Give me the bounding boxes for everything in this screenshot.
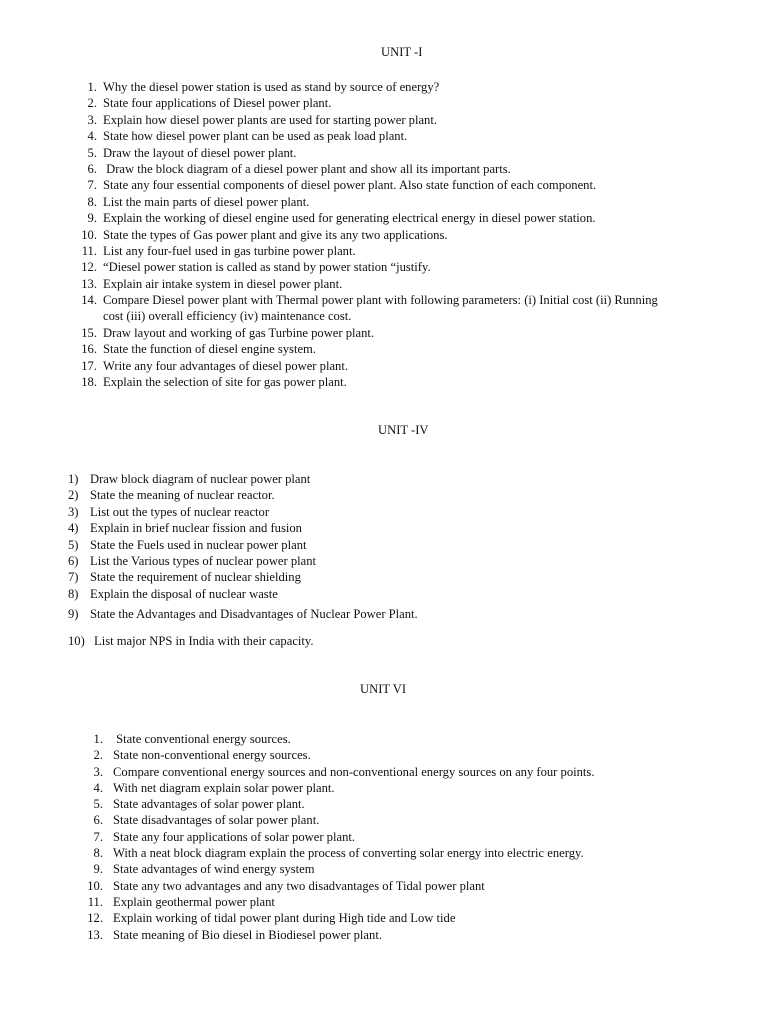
question-number: 5. xyxy=(93,797,103,812)
question-number: 2. xyxy=(87,96,97,111)
question-text: Explain working of tidal power plant during High tide and Low tide xyxy=(113,911,456,926)
question-number: 11. xyxy=(87,894,103,909)
question-text: State disadvantages of solar power plant. xyxy=(113,813,320,828)
question-text: List major NPS in India with their capacity. xyxy=(94,633,314,648)
question-text: State the Advantages and Disadvantages of Nuclear Power Plant. xyxy=(90,607,418,622)
question-number: 12. xyxy=(81,260,97,275)
question-text: State any four applications of solar power plant. xyxy=(113,829,356,844)
question-number: 12. xyxy=(87,911,103,926)
unit-1-heading: UNIT -I xyxy=(381,45,423,59)
question-text: State meaning of Bio diesel in Biodiesel power plant. xyxy=(113,927,382,942)
question-text: Explain the disposal of nuclear waste xyxy=(90,586,278,601)
question-number: 8) xyxy=(68,586,79,601)
question-number: 3. xyxy=(93,764,103,779)
question-number: 9. xyxy=(87,211,97,226)
question-number: 6. xyxy=(87,161,97,176)
question-number: 1. xyxy=(93,732,103,746)
question-number: 8. xyxy=(87,194,97,209)
question-text: List any four-fuel used in gas turbine power plant. xyxy=(103,243,356,258)
question-text: Explain the selection of site for gas power plant. xyxy=(103,375,347,390)
question-text: List the Various types of nuclear power plant xyxy=(90,553,317,568)
question-text: List out the types of nuclear reactor xyxy=(90,504,270,519)
question-text: Why the diesel power station is used as stand by source of energy? xyxy=(103,80,440,94)
unit-4-heading: UNIT -IV xyxy=(378,423,429,437)
question-number: 4. xyxy=(93,780,103,795)
question-text: State any four essential components of diesel power plant. Also state function of each component. xyxy=(103,178,597,193)
question-number: 7) xyxy=(68,570,79,585)
question-text: Compare conventional energy sources and non-conventional energy sources on any four points. xyxy=(113,764,595,779)
question-number: 9) xyxy=(68,607,79,622)
question-text: State advantages of wind energy system xyxy=(113,862,315,877)
question-text: With net diagram explain solar power plant. xyxy=(113,780,335,795)
question-number: 18. xyxy=(81,375,97,390)
question-text: State how diesel power plant can be used as peak load plant. xyxy=(103,129,408,144)
question-number: 8. xyxy=(93,846,103,861)
question-text: Draw the block diagram of a diesel power plant and show all its important parts. xyxy=(103,161,511,176)
question-text: State four applications of Diesel power plant. xyxy=(103,96,332,111)
question-text: Draw the layout of diesel power plant. xyxy=(103,145,297,160)
question-number: 16. xyxy=(81,342,97,357)
question-number: 1. xyxy=(87,80,97,94)
question-number: 6) xyxy=(68,553,79,568)
question-text: Draw layout and working of gas Turbine power plant. xyxy=(103,325,375,340)
question-text: List the main parts of diesel power plant. xyxy=(103,194,310,209)
question-number: 13. xyxy=(87,927,103,942)
question-number: 3. xyxy=(87,112,97,127)
question-text: Explain geothermal power plant xyxy=(113,894,275,909)
question-number: 10. xyxy=(87,878,103,893)
question-number: 2. xyxy=(93,748,103,763)
question-text: Write any four advantages of diesel power plant. xyxy=(103,358,348,373)
question-text: State the Fuels used in nuclear power plant xyxy=(90,537,307,552)
question-text: State conventional energy sources. xyxy=(113,732,291,746)
question-text: State advantages of solar power plant. xyxy=(113,797,305,812)
question-number: 15. xyxy=(81,325,97,340)
question-number: 7. xyxy=(87,178,97,193)
question-text: Explain how diesel power plants are used for starting power plant. xyxy=(103,112,437,127)
question-text: With a neat block diagram explain the process of converting solar energy into electric energy. xyxy=(113,846,584,861)
question-text-continued: cost (iii) overall efficiency (iv) maintenance cost. xyxy=(103,309,352,324)
question-text: State the requirement of nuclear shielding xyxy=(90,570,301,585)
question-text: Draw block diagram of nuclear power plant xyxy=(90,472,311,486)
question-text: “Diesel power station is called as stand by power station “justify. xyxy=(103,260,431,275)
question-number: 11. xyxy=(81,243,97,258)
question-number: 7. xyxy=(93,829,103,844)
question-text: State the meaning of nuclear reactor. xyxy=(90,488,275,503)
question-number: 6. xyxy=(93,813,103,828)
question-number: 4) xyxy=(68,521,79,536)
question-number: 4. xyxy=(87,129,97,144)
question-number: 17. xyxy=(81,358,97,373)
question-number: 10) xyxy=(68,633,85,648)
question-number: 5. xyxy=(87,145,97,160)
question-text: State the function of diesel engine system. xyxy=(103,342,316,357)
question-text: Explain in brief nuclear fission and fusion xyxy=(90,521,302,536)
unit-6-heading: UNIT VI xyxy=(360,682,407,696)
question-number: 13. xyxy=(81,276,97,291)
question-number: 1) xyxy=(68,472,79,486)
question-text: State non-conventional energy sources. xyxy=(113,748,311,763)
question-text: State any two advantages and any two disadvantages of Tidal power plant xyxy=(113,878,485,893)
question-number: 10. xyxy=(81,227,97,242)
question-text: Explain air intake system in diesel power plant. xyxy=(103,276,343,291)
question-number: 14. xyxy=(81,293,97,308)
question-number: 2) xyxy=(68,488,79,503)
question-number: 3) xyxy=(68,504,79,519)
question-number: 9. xyxy=(93,862,103,877)
question-text: Compare Diesel power plant with Thermal power plant with following parameters: (i) Initial cost (ii) Running xyxy=(103,293,658,308)
question-text: Explain the working of diesel engine used for generating electrical energy in diesel power station. xyxy=(103,211,596,226)
question-number: 5) xyxy=(68,537,79,552)
question-text: State the types of Gas power plant and give its any two applications. xyxy=(103,227,448,242)
